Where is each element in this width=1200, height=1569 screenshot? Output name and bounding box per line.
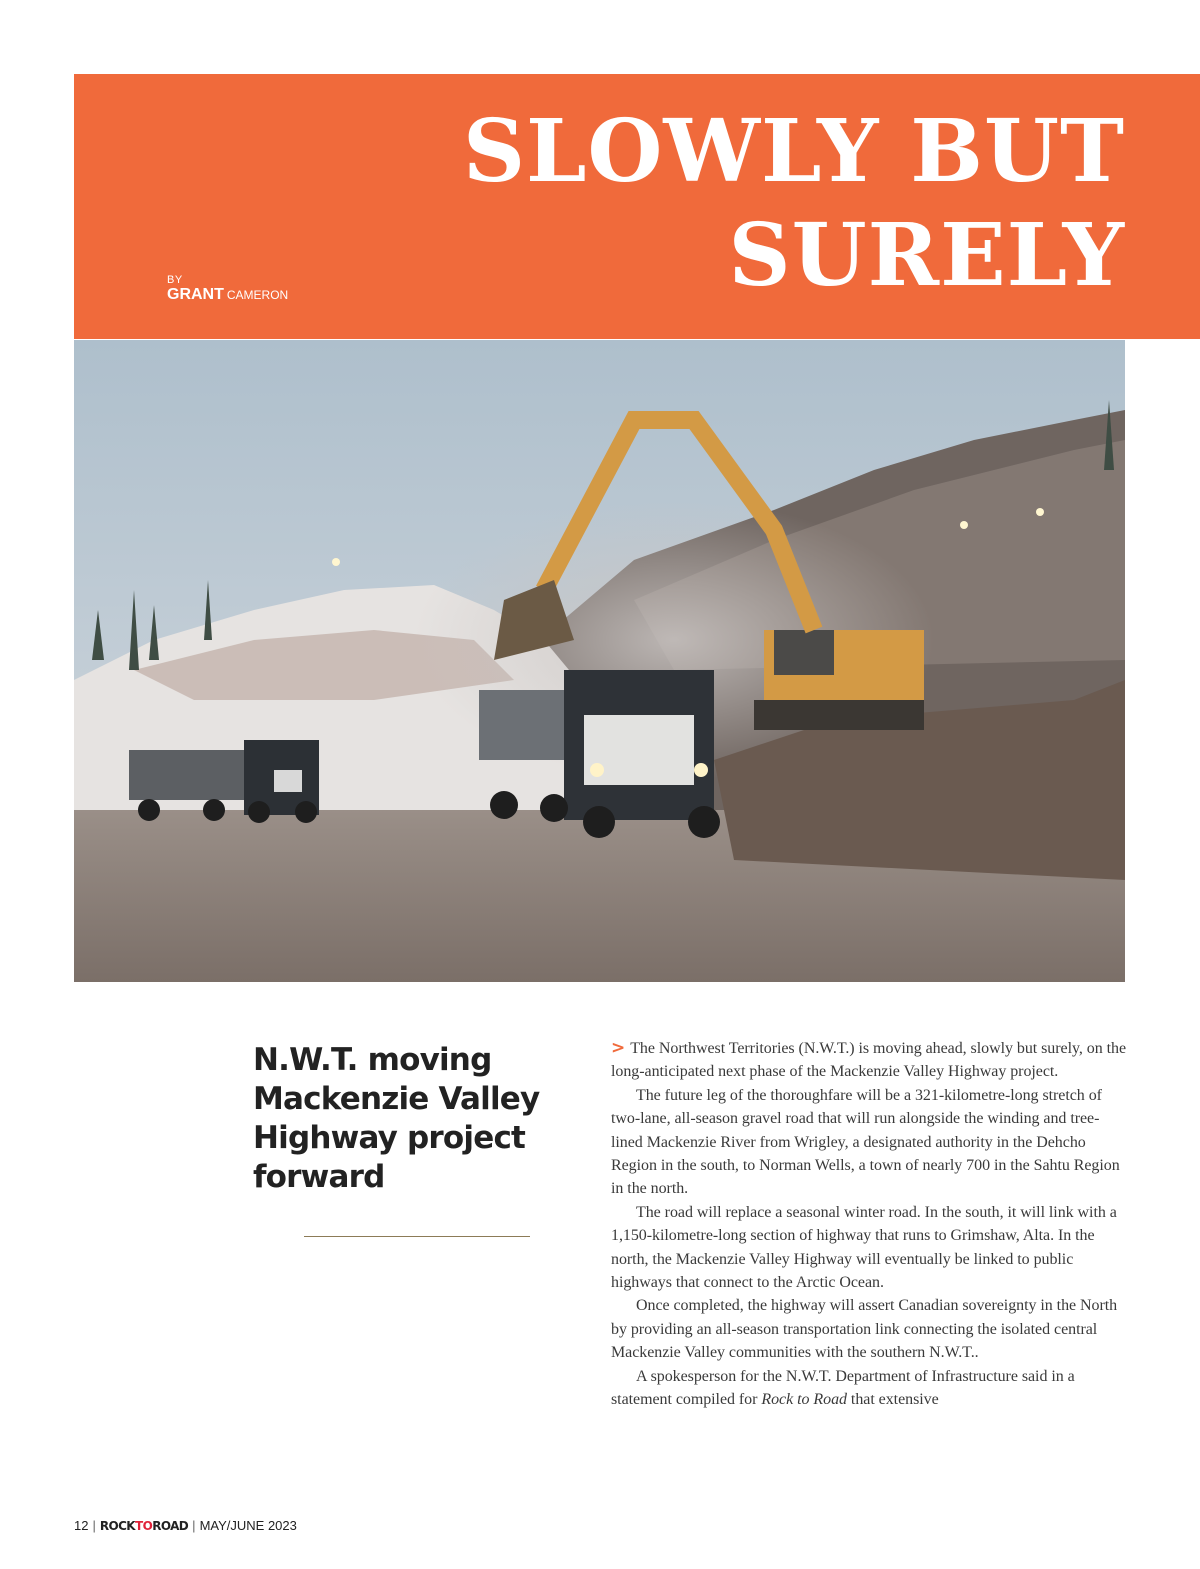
paragraph-4: Once completed, the highway will assert Canadian sovereignty in the North by providing an all-season transportation link connecting the isolated central Mackenzie Valley communities with the southern N.W.T.. bbox=[611, 1297, 1118, 1362]
chevron-right-icon: > bbox=[611, 1038, 626, 1058]
footer-separator: | bbox=[192, 1518, 196, 1533]
byline bbox=[167, 274, 288, 304]
by-label: BY bbox=[167, 274, 183, 286]
paragraph-5 bbox=[611, 1365, 1129, 1412]
headline bbox=[463, 100, 1125, 308]
page-footer bbox=[74, 1518, 297, 1533]
title-banner bbox=[74, 74, 1200, 339]
magazine-logo bbox=[100, 1519, 188, 1533]
publication-name: Rock to Road bbox=[761, 1391, 847, 1409]
logo-to: TO bbox=[135, 1519, 153, 1533]
paragraph-2: The future leg of the thoroughfare will be a 321-kilometre-long stretch of two-lane, all-season gravel road that will run alongside the winding and tree-lined Mackenzie River from Wrigley, a designated authority in the Dehcho Region in the south, to Norman Wells, a town of nearly 700 in the Sahtu Region in the north. bbox=[611, 1086, 1120, 1198]
author-first-name: GRANT bbox=[167, 286, 224, 303]
logo-rock: ROCK bbox=[99, 1519, 136, 1533]
deck-divider bbox=[304, 1236, 530, 1237]
paragraph-1-text: The Northwest Territories (N.W.T.) is moving ahead, slowly but surely, on the long-anticipated next phase of the Mackenzie Valley Highway project. bbox=[611, 1040, 1127, 1081]
author-last-name: CAMERON bbox=[226, 288, 289, 302]
paragraph-5-tail: that extensive bbox=[846, 1391, 939, 1409]
headline-line-2: SURELY bbox=[728, 205, 1125, 306]
headline-line-1: SLOWLY BUT bbox=[462, 101, 1125, 202]
footer-separator: | bbox=[92, 1518, 96, 1533]
article-body bbox=[611, 1037, 1129, 1412]
issue-date: MAY/JUNE 2023 bbox=[199, 1518, 297, 1533]
logo-road: ROAD bbox=[152, 1519, 189, 1533]
construction-photo bbox=[74, 340, 1125, 982]
paragraph-5-text: A spokesperson for the N.W.T. Department of Infrastructure said in a statement compiled for bbox=[611, 1367, 1075, 1409]
paragraph-3: The road will replace a seasonal winter road. In the south, it will link with a 1,150-kilometre-long section of highway that runs to Grimshaw, Alta. In the north, the Mackenzie Valley Highway will eventually be linked to public highways that connect to the Arctic Ocean. bbox=[611, 1203, 1117, 1292]
page-number: 12 bbox=[74, 1518, 89, 1533]
deck-headline: N.W.T. moving Mackenzie Valley Highway project forward bbox=[253, 1042, 540, 1195]
paragraph-1 bbox=[611, 1037, 1129, 1084]
